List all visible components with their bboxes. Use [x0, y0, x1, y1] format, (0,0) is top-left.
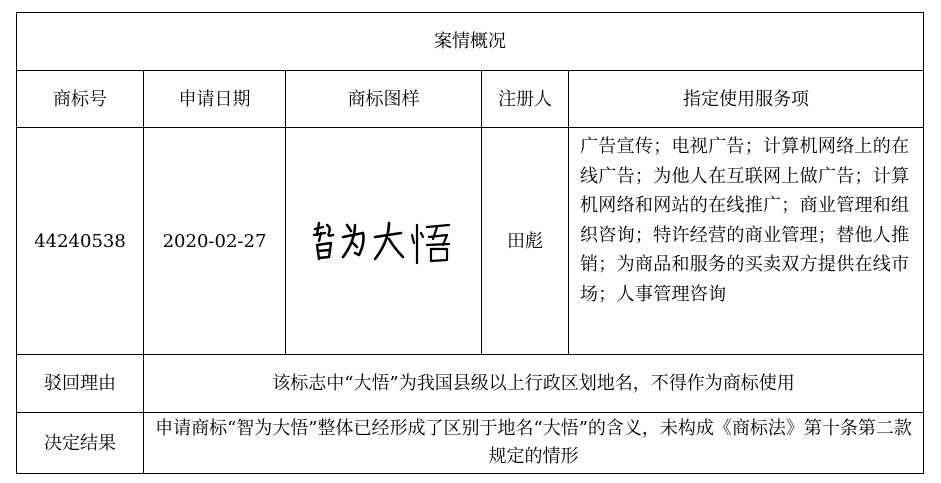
rejection-reason: 该标志中“大悟”为我国县级以上行政区划地名，不得作为商标使用 — [144, 355, 924, 413]
header-logo: 商标图样 — [286, 71, 482, 128]
result-label: 决定结果 — [17, 413, 144, 474]
header-trademark-no: 商标号 — [17, 71, 144, 128]
case-summary-table-wrapper — [16, 12, 924, 474]
filing-date: 2020-02-27 — [144, 128, 286, 355]
title-row — [17, 13, 924, 71]
header-services: 指定使用服务项 — [569, 71, 924, 128]
header-registrant: 注册人 — [482, 71, 569, 128]
trademark-number: 44240538 — [17, 128, 144, 355]
trademark-logo-image — [309, 211, 459, 271]
case-summary-table — [16, 12, 924, 474]
reason-row — [17, 355, 924, 413]
logo-cell — [286, 128, 482, 355]
table-title: 案情概况 — [17, 13, 924, 71]
designated-services: 广告宣传；电视广告；计算机网络上的在线广告；为他人在互联网上做广告；计算机网络和网站的在线推广；商业管理和组织咨询；特许经营的商业管理；替他人推销；为商品和服务的买卖双方提供在线市场；人事管理咨询 — [569, 128, 924, 355]
data-row — [17, 128, 924, 355]
reason-label: 驳回理由 — [17, 355, 144, 413]
header-row — [17, 71, 924, 128]
registrant: 田彪 — [482, 128, 569, 355]
decision-result: 申请商标“智为大悟”整体已经形成了区别于地名“大悟”的含义，未构成《商标法》第十条第二款规定的情形 — [144, 413, 924, 474]
result-row — [17, 413, 924, 474]
header-filing-date: 申请日期 — [144, 71, 286, 128]
